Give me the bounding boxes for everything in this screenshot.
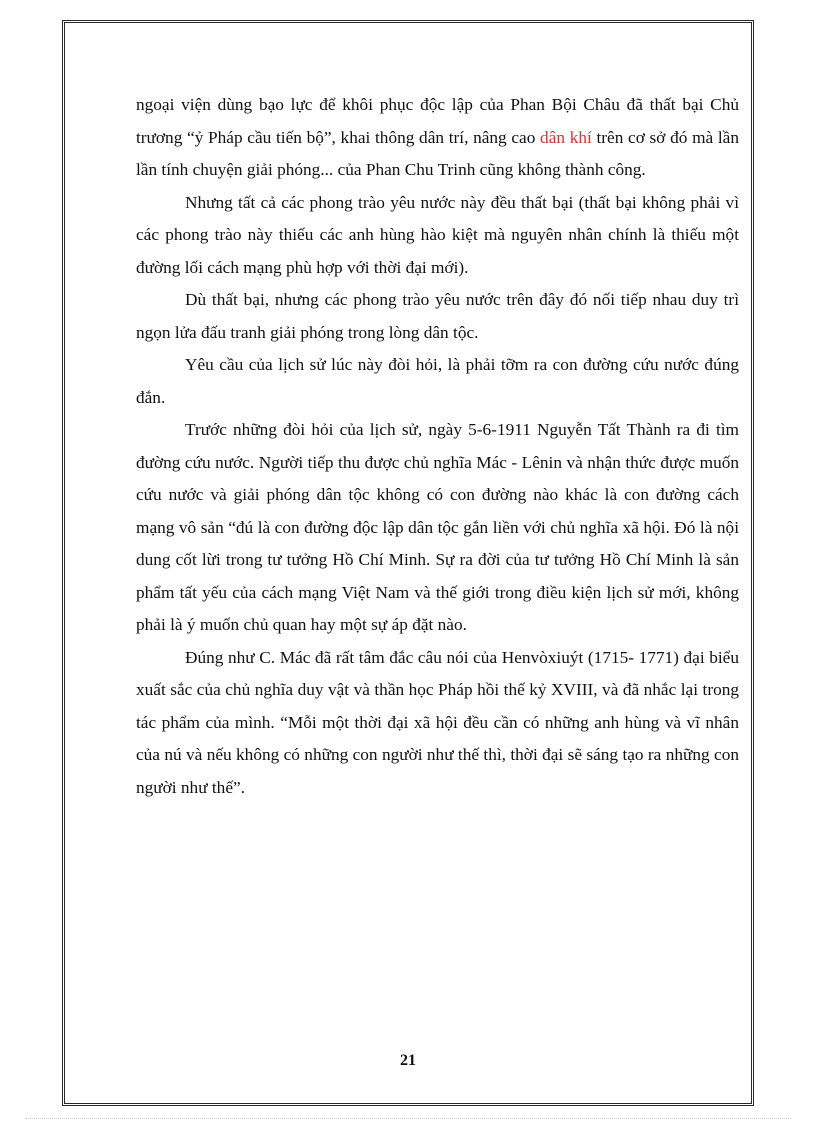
- paragraph-5: Trước những đòi hỏi của lịch sử, ngày 5-6-1911 Nguyễn Tất Thành ra đi tìm đường cứu nước. Người tiếp thu được chủ nghĩa Mác - Lênin và nhận thức được muốn cứu nước và giải phóng dân tộc không có con đường nào khác là con đường cách mạng vô sản “đú là con đường độc lập dân tộc gắn liền với chủ nghĩa xã hội. Đó là nội dung cốt lừi trong tư tưởng Hồ Chí Minh. Sự ra đời của tư tưởng Hồ Chí Minh là sản phẩm tất yếu của cách mạng Việt Nam và thế giới trong điều kiện lịch sử mới, không phải là ý muốn chủ quan hay một sự áp đặt nào.: [136, 420, 739, 634]
- paragraph-1-text-end: trên cơ sở đó mà lần lần tính chuyện giải phóng... của Phan Chu Trinh cũng không thành công.: [136, 127, 739, 179]
- page-bottom-divider: [25, 1118, 791, 1119]
- paragraph-1: [136, 89, 739, 187]
- highlighted-phrase[interactable]: dân khí: [540, 127, 592, 147]
- paragraph-1-text: ngoại viện dùng bạo lực để khôi phục độc lập của Phan Bội Châu đã thất bại Chủ trương “ỷ Pháp cầu tiến bộ”, khai thông dân trí, nâng cao: [136, 95, 739, 147]
- document-body: [136, 89, 739, 804]
- paragraph-6: Đúng như C. Mác đã rất tâm đắc câu nói của Henvòxiuýt (1715- 1771) đại biểu xuất sắc của chủ nghĩa duy vật và thần học Pháp hồi thế kỷ XVIII, và đã nhắc lại trong tác phẩm của mình. “Mỗi một thời đại xã hội đều cần có những anh hùng và vĩ nhân của nú và nếu không có những con người như thế thì, thời đại sẽ sáng tạo ra những con người như thế”.: [136, 647, 739, 797]
- paragraph-2: Nhưng tất cả các phong trào yêu nước này đều thất bại (thất bại không phải vì các phong trào này thiếu các anh hùng hào kiệt mà nguyên nhân chính là thiếu một đường lối cách mạng phù hợp với thời đại mới).: [136, 192, 739, 277]
- paragraph-4: Yêu cầu của lịch sử lúc này đòi hỏi, là phải tỡm ra con đường cứu nước đúng đắn.: [136, 355, 739, 407]
- paragraph-3: Dù thất bại, nhưng các phong trào yêu nước trên đây đó nối tiếp nhau duy trì ngọn lửa đấu tranh giải phóng trong lòng dân tộc.: [136, 290, 739, 342]
- page-number: 21: [400, 1052, 416, 1069]
